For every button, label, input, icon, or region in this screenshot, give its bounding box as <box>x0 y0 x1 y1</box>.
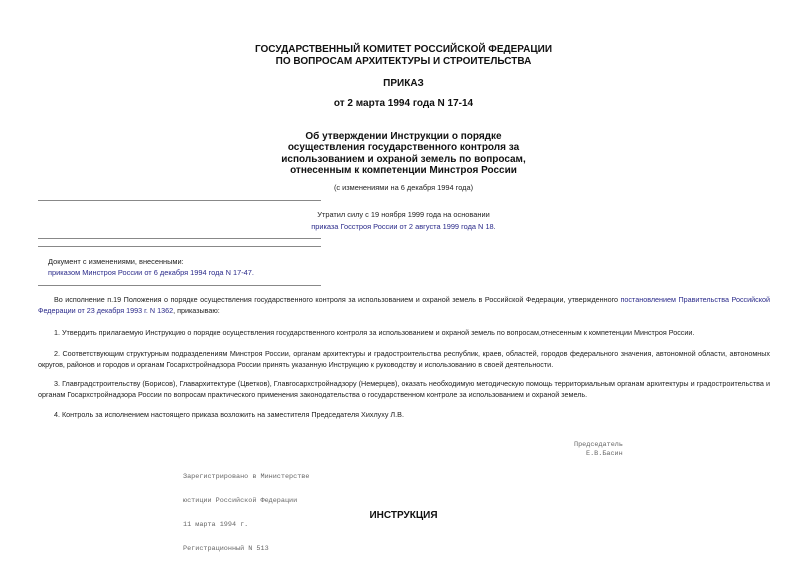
subject-line: отнесенным к компетенции Минстроя России <box>290 164 517 176</box>
subject-line: осуществления государственного контроля за <box>287 142 520 154</box>
subject-line: Об утверждении Инструкции о порядке <box>305 131 502 142</box>
document-subject <box>0 131 807 176</box>
expired-order-link[interactable]: приказа Госстроя России от 2 августа 1999 года N 18. <box>311 222 496 231</box>
registration-line: Зарегистрировано в Министерстве <box>183 473 310 481</box>
committee-title-line2: ПО ВОПРОСАМ АРХИТЕКТУРЫ И СТРОИТЕЛЬСТВА <box>275 56 532 67</box>
government-decree-link[interactable]: постановлением Правительства Российской Федерации от 23 декабря 1993 г. N 1362 <box>38 295 770 315</box>
expired-text: Утратил силу с 19 ноября 1999 года на основании <box>317 210 490 219</box>
divider <box>38 238 321 239</box>
committee-title-line1: ГОСУДАРСТВЕННЫЙ КОМИТЕТ РОССИЙСКОЙ ФЕДЕРАЦИИ <box>254 44 553 55</box>
order-item-3: 3. Главградстроительству (Борисов), Главархитектуре (Цветков), Главгосархстройнадзору (Немерцев), оказать необходимую методическую помощь территориальным органам архитектуры и градостроительства и органам Госархстройнадзора России по вопросам практического применения законодательства о государственном контроле за использованием и охраной земель. <box>38 379 770 399</box>
document-date-number: от 2 марта 1994 года N 17-14 <box>333 98 474 109</box>
divider <box>38 285 321 286</box>
subject-line: использованием и охраной земель по вопросам, <box>281 153 526 165</box>
instruction-heading: ИНСТРУКЦИЯ <box>369 510 438 521</box>
order-item-4: 4. Контроль за исполнением настоящего приказа возложить на заместителя Председателя Хихлуху Л.В. <box>54 410 404 419</box>
intro-paragraph: Во исполнение п.19 Положения о порядке осуществления государственного контроля за использованием и охраной земель в Российской Федерации, утвержденного постановлением Правительства Российской Федерации от 23 декабря 1993 г. N 1362, приказываю: <box>38 295 770 315</box>
signature-name: Е.В.Басин <box>586 450 623 458</box>
registration-line: Регистрационный N 513 <box>183 545 269 553</box>
order-item-2: 2. Соответствующим структурным подразделениям Минстроя России, органам архитектуры и градостроительства республик, краев, областей, городов федерального значения, автономной области, автономных округов, районов и городов и органам Госархстройнадзора России принять указанную Инструкцию к руководству и использованию в своей деятельности. <box>38 349 770 369</box>
document-type: ПРИКАЗ <box>383 78 424 89</box>
registration-block <box>183 457 309 561</box>
order-item-1: 1. Утвердить прилагаемую Инструкцию о порядке осуществления государственного контроля за использованием и охраной земель по вопросам,отнесенным к компетенции Минстроя России. <box>54 328 695 337</box>
changes-note: (с изменениями на 6 декабря 1994 года) <box>333 183 474 192</box>
registration-line: юстиции Российской Федерации <box>183 497 298 505</box>
signature-title: Председатель <box>574 441 623 449</box>
amendment-order-link[interactable]: приказом Минстроя России от 6 декабря 1994 года N 17-47. <box>48 268 254 277</box>
divider <box>38 200 321 201</box>
amendments-label: Документ с изменениями, внесенными: <box>48 257 184 266</box>
divider <box>38 246 321 247</box>
registration-line: 11 марта 1994 г. <box>183 521 249 529</box>
